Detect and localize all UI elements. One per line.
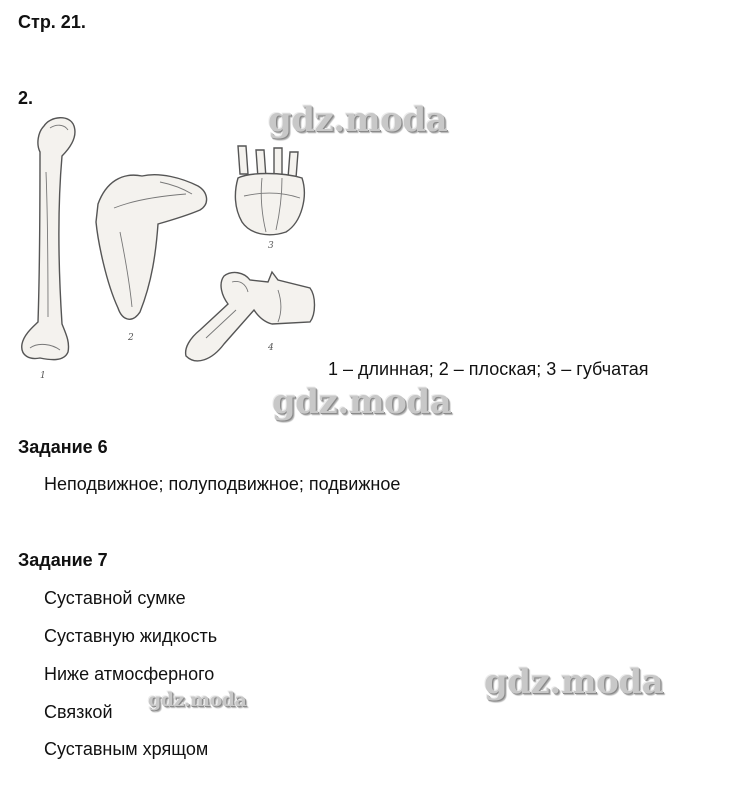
task-6-answer: Неподвижное; полуподвижное; подвижное	[44, 474, 401, 494]
task-7-answer-4: Связкой	[44, 702, 113, 722]
task-7-answer-5: Суставным хрящом	[44, 739, 209, 759]
watermark-top: gdz.moda	[268, 100, 448, 140]
watermark-small: gdz.moda	[148, 689, 247, 711]
humerus-drawing	[22, 118, 75, 381]
page-reference: Стр. 21.	[18, 12, 86, 32]
task-7-answer-3: Ниже атмосферного	[44, 664, 215, 684]
bones-caption: 1 – длинная; 2 – плоская; 3 – губчатая	[328, 359, 649, 379]
task-7-answer-1: Суставной сумке	[44, 588, 186, 608]
watermark-middle: gdz.moda	[272, 382, 452, 422]
figure-label-1: 1	[40, 371, 46, 381]
task-7-title: Задание 7	[18, 550, 108, 570]
scapula-drawing	[96, 175, 207, 343]
bones-illustration	[10, 112, 340, 382]
wrist-bones-drawing	[235, 146, 304, 251]
task-6-title: Задание 6	[18, 437, 108, 457]
watermark-right: gdz.moda	[484, 662, 664, 702]
item-number: 2.	[18, 88, 34, 108]
vertebra-drawing	[186, 272, 315, 361]
task-7-answer-2: Суставную жидкость	[44, 626, 218, 646]
figure-label-3: 3	[268, 241, 274, 251]
figure-label-4: 4	[268, 343, 274, 353]
figure-label-2: 2	[128, 333, 134, 343]
